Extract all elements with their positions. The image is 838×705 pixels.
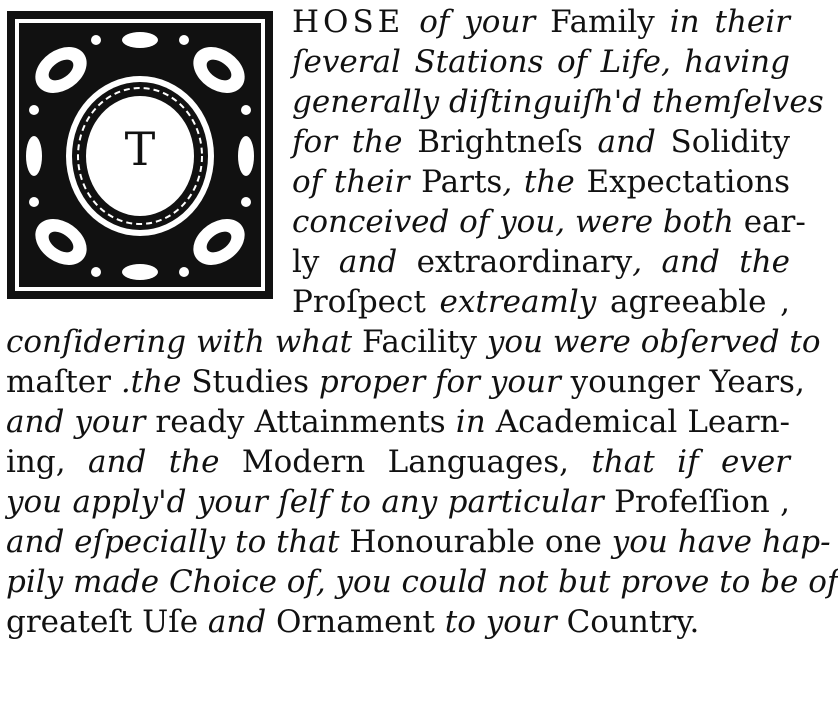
text-line bbox=[6, 2, 790, 42]
text-line bbox=[6, 562, 838, 602]
text-run: ſeveral Stations of Life, having bbox=[292, 44, 790, 80]
text-run: Profeſſion , bbox=[614, 484, 790, 520]
text-run: you apply'd your ſelf to any particular bbox=[6, 484, 615, 520]
text-run: and bbox=[198, 604, 277, 640]
text-run: younger Years, bbox=[570, 364, 805, 400]
text-run: conſidering with what bbox=[6, 324, 362, 360]
text-line bbox=[6, 242, 790, 282]
text-line bbox=[6, 122, 790, 162]
text-run: that if ever bbox=[568, 444, 790, 480]
text-run: and the bbox=[65, 444, 242, 480]
text-run: .the bbox=[120, 364, 192, 400]
text-line bbox=[6, 602, 790, 642]
text-run: you were obſerved to bbox=[476, 324, 821, 360]
text-run: ly bbox=[292, 244, 320, 280]
text-run: ing, bbox=[6, 444, 66, 480]
text-run: Studies bbox=[191, 364, 309, 400]
initial-letter: T bbox=[124, 122, 156, 176]
text-run: of their bbox=[292, 164, 422, 200]
text-run: Honourable one bbox=[349, 524, 602, 560]
text-run: in their bbox=[654, 4, 790, 40]
body-text bbox=[6, 2, 838, 642]
text-run: in bbox=[445, 404, 496, 440]
text-line bbox=[6, 282, 790, 322]
text-run: Parts bbox=[421, 164, 503, 200]
text-line bbox=[6, 362, 805, 402]
text-run: Facility bbox=[362, 324, 477, 360]
text-run: extraordinary bbox=[416, 244, 633, 280]
text-line bbox=[6, 482, 790, 522]
text-run: Uſe bbox=[142, 604, 199, 640]
text-run: generally diſtinguiſh'd themſelves bbox=[292, 84, 824, 120]
text-run: , the bbox=[502, 164, 587, 200]
text-run: Modern Languages, bbox=[241, 444, 569, 480]
text-run: Proſpect bbox=[292, 284, 426, 320]
text-line bbox=[6, 322, 821, 362]
text-run: Academical Learn- bbox=[495, 404, 791, 440]
text-run: of your bbox=[404, 4, 551, 40]
text-run: maſter bbox=[6, 364, 121, 400]
text-line bbox=[6, 82, 824, 122]
text-line bbox=[6, 442, 790, 482]
text-run: proper for your bbox=[309, 364, 571, 400]
text-line bbox=[6, 162, 790, 202]
text-run: for the bbox=[292, 124, 418, 160]
text-run: Country. bbox=[566, 604, 700, 640]
text-run: Attainments bbox=[254, 404, 446, 440]
text-line bbox=[6, 42, 790, 82]
text-run: Brightneſs bbox=[417, 124, 583, 160]
text-run: you have hap- bbox=[601, 524, 831, 560]
text-run: , and the bbox=[632, 244, 791, 280]
text-run: pily made Choice of, you could not but prove to be of bbox=[6, 564, 838, 600]
text-line bbox=[6, 402, 790, 442]
text-run: and your bbox=[6, 404, 156, 440]
text-run: extreamly bbox=[425, 284, 611, 320]
text-run: Family bbox=[550, 4, 655, 40]
text-run: Expectations bbox=[586, 164, 790, 200]
text-run: and bbox=[319, 244, 417, 280]
text-run: and eſpecially to that bbox=[6, 524, 350, 560]
text-run: HOSE bbox=[292, 4, 405, 40]
text-run: Solidity bbox=[670, 124, 791, 160]
text-run: Ornament bbox=[276, 604, 435, 640]
text-run: to your bbox=[434, 604, 567, 640]
text-line bbox=[6, 202, 806, 242]
text-run: ear- bbox=[743, 204, 806, 240]
text-run: ready bbox=[155, 404, 255, 440]
text-run: conceived of you, were both bbox=[292, 204, 744, 240]
text-run: and bbox=[582, 124, 671, 160]
text-run: greateſt bbox=[6, 604, 143, 640]
text-run: agreeable , bbox=[610, 284, 791, 320]
text-line bbox=[6, 522, 831, 562]
